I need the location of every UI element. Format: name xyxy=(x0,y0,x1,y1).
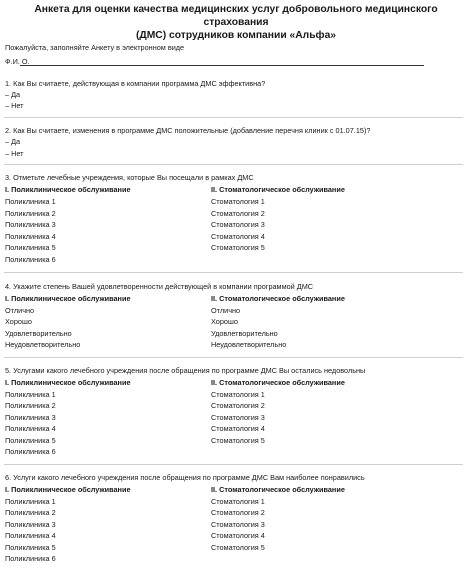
question-2-option-yes[interactable]: – Да xyxy=(5,137,21,146)
question-2-text: 2. Как Вы считаете, изменения в программе ДМС положительные (добавление перечня клиник с 01.07.15)? xyxy=(5,126,371,135)
q5-dental-option[interactable]: Стоматология 4 xyxy=(211,424,265,433)
q6-clinic-option[interactable]: Поликлиника 2 xyxy=(5,508,56,517)
q5-clinic-option[interactable]: Поликлиника 2 xyxy=(5,401,56,410)
question-6-col2-header: II. Стоматологическое обслуживание xyxy=(211,485,345,494)
q3-clinic-option[interactable]: Поликлиника 2 xyxy=(5,209,56,218)
q3-clinic-option[interactable]: Поликлиника 1 xyxy=(5,197,56,206)
q5-clinic-option[interactable]: Поликлиника 1 xyxy=(5,390,56,399)
question-6-text: 6. Услуги какого лечебного учреждения после обращения по программе ДМС Вам наиболее понравились xyxy=(5,473,365,482)
q6-dental-option[interactable]: Стоматология 1 xyxy=(211,497,265,506)
q4-clinic-rating-option[interactable]: Хорошо xyxy=(5,317,32,326)
q3-clinic-option[interactable]: Поликлиника 4 xyxy=(5,232,56,241)
q4-dental-rating-option[interactable]: Хорошо xyxy=(211,317,238,326)
q5-clinic-option[interactable]: Поликлиника 5 xyxy=(5,436,56,445)
q3-clinic-option[interactable]: Поликлиника 6 xyxy=(5,255,56,264)
q6-clinic-option[interactable]: Поликлиника 4 xyxy=(5,531,56,540)
q3-clinic-option[interactable]: Поликлиника 3 xyxy=(5,220,56,229)
intro-text: Пожалуйста, заполняйте Анкету в электронном виде xyxy=(5,43,185,52)
question-3-col1-header: I. Поликлиническое обслуживание xyxy=(5,185,131,194)
question-4-text: 4. Укажите степень Вашей удовлетворенности действующей в компании программой ДМС xyxy=(5,282,314,291)
question-1-option-yes[interactable]: – Да xyxy=(5,90,21,99)
q3-dental-option[interactable]: Стоматология 3 xyxy=(211,220,265,229)
question-5-col1-header: I. Поликлиническое обслуживание xyxy=(5,378,131,387)
q5-clinic-option[interactable]: Поликлиника 3 xyxy=(5,413,56,422)
question-1-text: 1. Как Вы считаете, действующая в компании программа ДМС эффективна? xyxy=(5,79,266,88)
q5-dental-option[interactable]: Стоматология 5 xyxy=(211,436,265,445)
fio-input-line[interactable] xyxy=(20,65,424,66)
q5-dental-option[interactable]: Стоматология 2 xyxy=(211,401,265,410)
q3-clinic-option[interactable]: Поликлиника 5 xyxy=(5,243,56,252)
q5-clinic-option[interactable]: Поликлиника 6 xyxy=(5,447,56,456)
q3-dental-option[interactable]: Стоматология 4 xyxy=(211,232,265,241)
q3-dental-option[interactable]: Стоматология 5 xyxy=(211,243,265,252)
question-3-col2-header: II. Стоматологическое обслуживание xyxy=(211,185,345,194)
question-5-text: 5. Услугами какого лечебного учреждения после обращения по программе ДМС Вы остались недовольны xyxy=(5,366,366,375)
q4-dental-rating-option[interactable]: Неудовлетворительно xyxy=(211,340,287,349)
q6-dental-option[interactable]: Стоматология 4 xyxy=(211,531,265,540)
document-title xyxy=(10,3,462,42)
section-divider xyxy=(4,357,463,358)
question-3-text: 3. Отметьте лечебные учреждения, которые Вы посещали в рамках ДМС xyxy=(5,173,254,182)
title-line-1: Анкета для оценки качества медицинских услуг добровольного медицинского страхования xyxy=(34,4,438,28)
q6-clinic-option[interactable]: Поликлиника 6 xyxy=(5,554,56,563)
question-4-col1-header: I. Поликлиническое обслуживание xyxy=(5,294,131,303)
section-divider xyxy=(4,164,463,165)
q4-dental-rating-option[interactable]: Удовлетворительно xyxy=(211,329,278,338)
question-5-col2-header: II. Стоматологическое обслуживание xyxy=(211,378,345,387)
q4-clinic-rating-option[interactable]: Неудовлетворительно xyxy=(5,340,81,349)
q4-dental-rating-option[interactable]: Отлично xyxy=(211,306,241,315)
question-6-col1-header: I. Поликлиническое обслуживание xyxy=(5,485,131,494)
q4-clinic-rating-option[interactable]: Отлично xyxy=(5,306,35,315)
section-divider xyxy=(4,464,463,465)
q6-dental-option[interactable]: Стоматология 2 xyxy=(211,508,265,517)
question-2-option-no[interactable]: – Нет xyxy=(5,149,24,158)
q6-dental-option[interactable]: Стоматология 3 xyxy=(211,520,265,529)
question-1-option-no[interactable]: – Нет xyxy=(5,101,24,110)
q5-dental-option[interactable]: Стоматология 1 xyxy=(211,390,265,399)
title-line-2: (ДМС) сотрудников компании «Альфа» xyxy=(135,30,337,41)
question-4-col2-header: II. Стоматологическое обслуживание xyxy=(211,294,345,303)
q3-dental-option[interactable]: Стоматология 1 xyxy=(211,197,265,206)
q6-dental-option[interactable]: Стоматология 5 xyxy=(211,543,265,552)
q3-dental-option[interactable]: Стоматология 2 xyxy=(211,209,265,218)
q5-dental-option[interactable]: Стоматология 3 xyxy=(211,413,265,422)
q6-clinic-option[interactable]: Поликлиника 5 xyxy=(5,543,56,552)
fio-label: Ф.И. О. xyxy=(5,57,30,66)
q4-clinic-rating-option[interactable]: Удовлетворительно xyxy=(5,329,72,338)
q6-clinic-option[interactable]: Поликлиника 1 xyxy=(5,497,56,506)
q5-clinic-option[interactable]: Поликлиника 4 xyxy=(5,424,56,433)
section-divider xyxy=(4,272,463,273)
q6-clinic-option[interactable]: Поликлиника 3 xyxy=(5,520,56,529)
section-divider xyxy=(4,117,463,118)
